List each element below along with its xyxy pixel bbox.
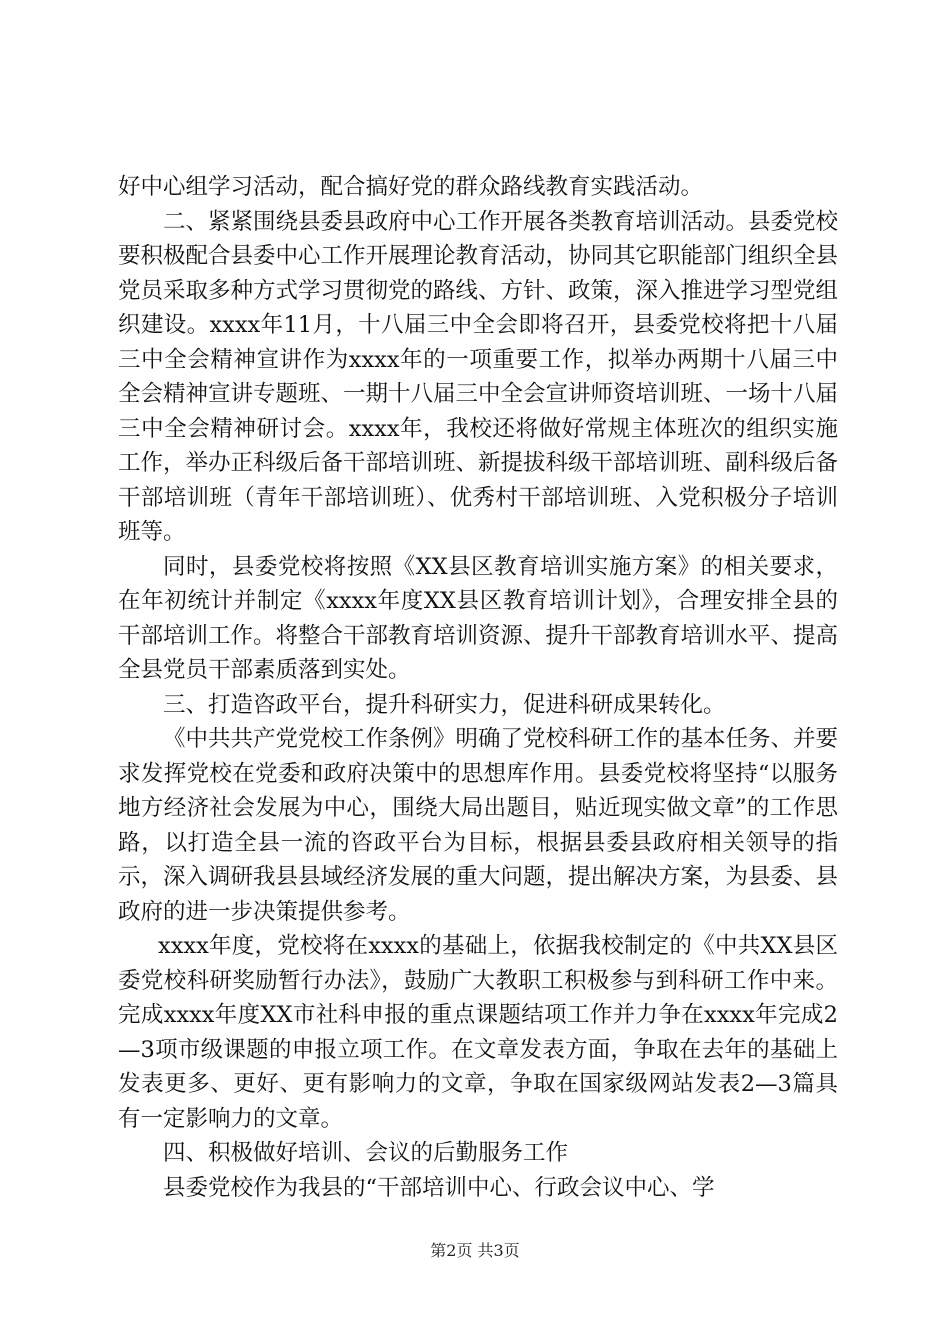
document-body [118,170,838,1205]
page-number-footer: 第2页 共3页 [430,1241,520,1260]
paragraph-section-two: 二、紧紧围绕县委县政府中心工作开展各类教育培训活动。县委党校要积极配合县委中心工作开展理论教育活动，协同其它职能部门组织全县党员采取多种方式学习贯彻党的路线、方针、政策，深入推进学习型党组织建设。xxxx年11月，十八届三中全会即将召开，县委党校将把十八届三中全会精神宣讲作为xxxx年的一项重要工作，拟举办两期十八届三中全会精神宣讲专题班、一期十八届三中全会宣讲师资培训班、一场十八届三中全会精神研讨会。xxxx年，我校还将做好常规主体班次的组织实施工作，举办正科级后备干部培训班、新提拔科级干部培训班、副科级后备干部培训班（青年干部培训班）、优秀村干部培训班、入党积极分子培训班等。 [118,208,839,545]
paragraph-logistics: 县委党校作为我县的“干部培训中心、行政会议中心、学 [163,1174,715,1201]
paragraph-research-tasks: 《中共共产党党校工作条例》明确了党校科研工作的基本任务、并要求发挥党校在党委和政府决策中的思想库作用。县委党校将坚持“以服务地方经济社会发展为中心，围绕大局出题目，贴近现实做文章”的工作思路，以打造全县一流的咨政平台为目标，根据县委县政府相关领导的指示，深入调研我县县域经济发展的重大问题，提出解决方案，为县委、县政府的进一步决策提供参考。 [118,726,839,925]
paragraph-research-plan: xxxx年度，党校将在xxxx的基础上，依据我校制定的《中共XX县区委党校科研奖励暂行办法》，鼓励广大教职工积极参与到科研工作中来。完成xxxx年度XX市社科申报的重点课题结项工作并力争在xxxx年完成2—3项市级课题的申报立项工作。在文章发表方面，争取在去年的基础上发表更多、更好、更有影响力的文章，争取在国家级网站发表2—3篇具有一定影响力的文章。 [118,933,838,1132]
paragraph-training-plan: 同时，县委党校将按照《XX县区教育培训实施方案》的相关要求，在年初统计并制定《xxxx年度XX县区教育培训计划》，合理安排全县的干部培训工作。将整合干部教育培训资源、提升干部教育培训水平、提高全县党员干部素质落到实处。 [118,553,839,683]
heading-section-three: 三、打造咨政平台，提升科研实力，促进科研成果转化。 [163,691,726,718]
heading-section-four: 四、积极做好培训、会议的后勤服务工作 [163,1140,569,1166]
paragraph-continuation: 好中心组学习活动，配合搞好党的群众路线教育实践活动。 [118,174,704,200]
